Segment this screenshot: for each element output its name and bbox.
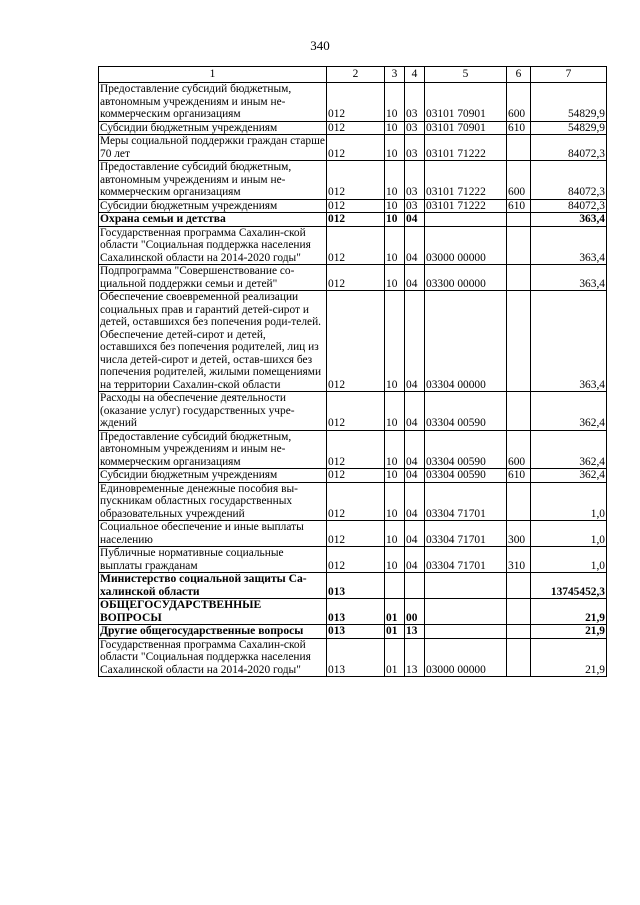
row-subsection: 00 bbox=[405, 599, 425, 625]
row-amount: 13745452,3 bbox=[531, 573, 607, 599]
row-amount: 363,4 bbox=[531, 226, 607, 265]
row-admin-code: 013 bbox=[327, 599, 385, 625]
row-subsection: 04 bbox=[405, 482, 425, 521]
row-target-code bbox=[425, 213, 507, 227]
row-subsection: 03 bbox=[405, 83, 425, 122]
row-subsection: 04 bbox=[405, 213, 425, 227]
row-section: 10 bbox=[385, 469, 405, 483]
row-amount: 1,0 bbox=[531, 547, 607, 573]
row-expense-type bbox=[507, 638, 531, 677]
row-expense-type bbox=[507, 482, 531, 521]
row-name: Предоставление субсидий бюджетным, автономным учреждениям и иным не-коммерческим организациям bbox=[99, 161, 327, 200]
row-section: 10 bbox=[385, 83, 405, 122]
page-number: 340 bbox=[310, 38, 330, 53]
row-section: 10 bbox=[385, 521, 405, 547]
table-row bbox=[99, 573, 607, 599]
row-target-code: 03304 71701 bbox=[425, 482, 507, 521]
row-admin-code: 012 bbox=[327, 135, 385, 161]
row-admin-code: 012 bbox=[327, 199, 385, 213]
row-section: 10 bbox=[385, 199, 405, 213]
row-admin-code: 012 bbox=[327, 83, 385, 122]
row-subsection: 03 bbox=[405, 121, 425, 135]
row-subsection: 04 bbox=[405, 430, 425, 469]
row-name: Субсидии бюджетным учреждениям bbox=[99, 121, 327, 135]
table-row bbox=[99, 199, 607, 213]
table-row bbox=[99, 265, 607, 291]
row-expense-type: 310 bbox=[507, 547, 531, 573]
row-expense-type: 600 bbox=[507, 161, 531, 200]
row-target-code bbox=[425, 599, 507, 625]
row-admin-code: 012 bbox=[327, 430, 385, 469]
row-expense-type bbox=[507, 291, 531, 392]
row-admin-code: 013 bbox=[327, 573, 385, 599]
row-section: 10 bbox=[385, 482, 405, 521]
row-expense-type bbox=[507, 573, 531, 599]
row-section: 01 bbox=[385, 625, 405, 639]
row-admin-code: 012 bbox=[327, 161, 385, 200]
row-subsection: 04 bbox=[405, 265, 425, 291]
row-admin-code: 013 bbox=[327, 638, 385, 677]
column-header: 1 bbox=[99, 67, 327, 83]
row-section: 10 bbox=[385, 392, 405, 431]
row-amount: 363,4 bbox=[531, 291, 607, 392]
row-subsection: 04 bbox=[405, 291, 425, 392]
row-target-code: 03101 70901 bbox=[425, 121, 507, 135]
row-expense-type bbox=[507, 392, 531, 431]
row-section: 10 bbox=[385, 121, 405, 135]
row-admin-code: 012 bbox=[327, 521, 385, 547]
row-subsection: 13 bbox=[405, 625, 425, 639]
column-header: 6 bbox=[507, 67, 531, 83]
row-expense-type bbox=[507, 213, 531, 227]
row-section: 10 bbox=[385, 161, 405, 200]
column-header: 5 bbox=[425, 67, 507, 83]
row-name: Предоставление субсидий бюджетным, автономным учреждениям и иным не-коммерческим организациям bbox=[99, 430, 327, 469]
row-admin-code: 012 bbox=[327, 469, 385, 483]
row-expense-type bbox=[507, 625, 531, 639]
row-amount: 21,9 bbox=[531, 638, 607, 677]
row-section: 10 bbox=[385, 265, 405, 291]
table-row bbox=[99, 392, 607, 431]
row-amount: 21,9 bbox=[531, 625, 607, 639]
row-target-code: 03300 00000 bbox=[425, 265, 507, 291]
table-row bbox=[99, 547, 607, 573]
row-name: Предоставление субсидий бюджетным, автономным учреждениям и иным не-коммерческим организациям bbox=[99, 83, 327, 122]
row-target-code: 03304 00590 bbox=[425, 469, 507, 483]
table-row bbox=[99, 430, 607, 469]
table-row bbox=[99, 291, 607, 392]
row-amount: 84072,3 bbox=[531, 135, 607, 161]
table-row bbox=[99, 161, 607, 200]
column-header: 7 bbox=[531, 67, 607, 83]
row-expense-type: 610 bbox=[507, 199, 531, 213]
table-row bbox=[99, 121, 607, 135]
row-target-code: 03101 70901 bbox=[425, 83, 507, 122]
row-section: 01 bbox=[385, 638, 405, 677]
table-row bbox=[99, 625, 607, 639]
row-section: 10 bbox=[385, 547, 405, 573]
row-subsection bbox=[405, 573, 425, 599]
table-row bbox=[99, 135, 607, 161]
row-target-code: 03304 71701 bbox=[425, 547, 507, 573]
row-target-code: 03101 71222 bbox=[425, 161, 507, 200]
table-body bbox=[99, 83, 607, 677]
row-expense-type: 300 bbox=[507, 521, 531, 547]
row-section: 10 bbox=[385, 226, 405, 265]
row-subsection: 03 bbox=[405, 199, 425, 213]
budget-table bbox=[98, 66, 607, 677]
header-row bbox=[99, 67, 607, 83]
row-name: Единовременные денежные пособия вы-пускникам областных государственных образовательных учреждений bbox=[99, 482, 327, 521]
row-name: Государственная программа Сахалин-ской области "Социальная поддержка населения Сахалинской области на 2014-2020 годы" bbox=[99, 638, 327, 677]
row-name: Расходы на обеспечение деятельности (оказание услуг) государственных учре-ждений bbox=[99, 392, 327, 431]
table-row bbox=[99, 482, 607, 521]
row-subsection: 04 bbox=[405, 547, 425, 573]
column-header: 4 bbox=[405, 67, 425, 83]
row-subsection: 03 bbox=[405, 161, 425, 200]
table-row bbox=[99, 521, 607, 547]
row-name: Министерство социальной защиты Са-халинской области bbox=[99, 573, 327, 599]
row-section: 10 bbox=[385, 291, 405, 392]
row-name: Субсидии бюджетным учреждениям bbox=[99, 199, 327, 213]
row-admin-code: 013 bbox=[327, 625, 385, 639]
row-target-code: 03000 00000 bbox=[425, 226, 507, 265]
row-name: Государственная программа Сахалин-ской области "Социальная поддержка населения Сахалинской области на 2014-2020 годы" bbox=[99, 226, 327, 265]
row-expense-type: 600 bbox=[507, 83, 531, 122]
row-subsection: 04 bbox=[405, 469, 425, 483]
column-header: 3 bbox=[385, 67, 405, 83]
row-amount: 1,0 bbox=[531, 521, 607, 547]
row-amount: 362,4 bbox=[531, 469, 607, 483]
row-expense-type: 600 bbox=[507, 430, 531, 469]
row-target-code bbox=[425, 625, 507, 639]
row-amount: 362,4 bbox=[531, 430, 607, 469]
row-amount: 362,4 bbox=[531, 392, 607, 431]
row-amount: 1,0 bbox=[531, 482, 607, 521]
row-name: Охрана семьи и детства bbox=[99, 213, 327, 227]
row-name: Обеспечение своевременной реализации социальных прав и гарантий детей-сирот и детей, оставшихся без попечения роди-телей. Обеспечение детей-сирот и детей, оставшихся без попечения родителей, лиц из числа детей-сирот и детей, остав-шихся без попечения родителей, жилыми помещениями на территории Сахалин-ской области bbox=[99, 291, 327, 392]
row-name: ОБЩЕГОСУДАРСТВЕННЫЕ ВОПРОСЫ bbox=[99, 599, 327, 625]
row-amount: 21,9 bbox=[531, 599, 607, 625]
row-subsection: 04 bbox=[405, 392, 425, 431]
row-admin-code: 012 bbox=[327, 213, 385, 227]
row-target-code: 03101 71222 bbox=[425, 135, 507, 161]
row-target-code: 03304 00590 bbox=[425, 392, 507, 431]
row-amount: 84072,3 bbox=[531, 161, 607, 200]
row-expense-type bbox=[507, 599, 531, 625]
column-header: 2 bbox=[327, 67, 385, 83]
row-admin-code: 012 bbox=[327, 121, 385, 135]
row-target-code: 03304 00000 bbox=[425, 291, 507, 392]
row-expense-type bbox=[507, 265, 531, 291]
table-row bbox=[99, 226, 607, 265]
row-subsection: 13 bbox=[405, 638, 425, 677]
table-row bbox=[99, 599, 607, 625]
row-expense-type bbox=[507, 135, 531, 161]
table-row bbox=[99, 638, 607, 677]
row-subsection: 03 bbox=[405, 135, 425, 161]
row-expense-type bbox=[507, 226, 531, 265]
row-name: Меры социальной поддержки граждан старше 70 лет bbox=[100, 135, 325, 160]
row-section: 10 bbox=[385, 430, 405, 469]
row-admin-code: 012 bbox=[327, 392, 385, 431]
row-admin-code: 012 bbox=[327, 265, 385, 291]
row-section: 10 bbox=[385, 135, 405, 161]
table-row bbox=[99, 213, 607, 227]
row-target-code: 03304 71701 bbox=[425, 521, 507, 547]
row-section: 01 bbox=[385, 599, 405, 625]
row-section: 10 bbox=[385, 213, 405, 227]
row-target-code: 03101 71222 bbox=[425, 199, 507, 213]
row-amount: 84072,3 bbox=[531, 199, 607, 213]
table-row bbox=[99, 469, 607, 483]
row-admin-code: 012 bbox=[327, 226, 385, 265]
row-amount: 54829,9 bbox=[531, 121, 607, 135]
row-target-code bbox=[425, 573, 507, 599]
row-admin-code: 012 bbox=[327, 547, 385, 573]
row-target-code: 03304 00590 bbox=[425, 430, 507, 469]
row-amount: 363,4 bbox=[531, 265, 607, 291]
row-name: Подпрограмма "Совершенствование со-циальной поддержки семьи и детей" bbox=[99, 265, 327, 291]
row-name: Социальное обеспечение и иные выплаты населению bbox=[99, 521, 327, 547]
row-amount: 363,4 bbox=[531, 213, 607, 227]
table-row bbox=[99, 83, 607, 122]
row-name: Публичные нормативные социальные выплаты гражданам bbox=[99, 547, 327, 573]
row-admin-code: 012 bbox=[327, 482, 385, 521]
row-admin-code: 012 bbox=[327, 291, 385, 392]
row-expense-type: 610 bbox=[507, 469, 531, 483]
row-expense-type: 610 bbox=[507, 121, 531, 135]
row-target-code: 03000 00000 bbox=[425, 638, 507, 677]
row-name: Другие общегосударственные вопросы bbox=[99, 625, 327, 639]
row-amount: 54829,9 bbox=[531, 83, 607, 122]
row-subsection: 04 bbox=[405, 521, 425, 547]
row-name: Субсидии бюджетным учреждениям bbox=[99, 469, 327, 483]
row-section bbox=[385, 573, 405, 599]
row-subsection: 04 bbox=[405, 226, 425, 265]
